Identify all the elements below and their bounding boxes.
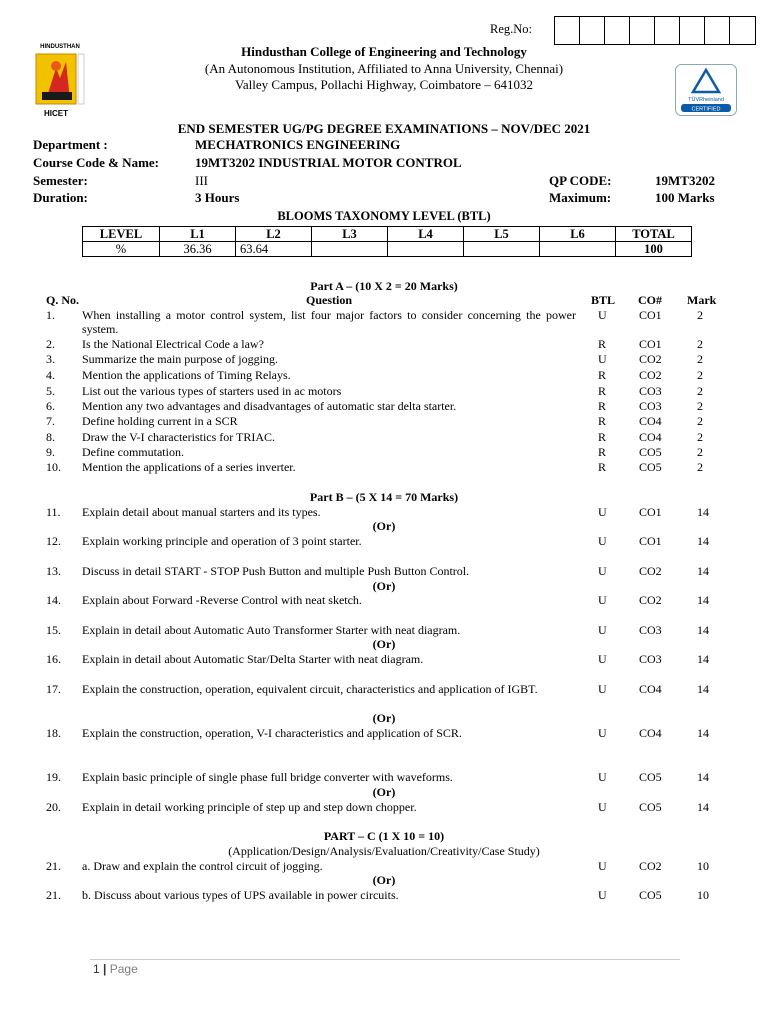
btl-value-cell: 63.64	[236, 242, 312, 257]
qp-code-label: QP CODE:	[549, 173, 612, 188]
btl-value-cell	[540, 242, 616, 257]
question-row: 10. Mention the applications of a series inverter. R CO5 2	[46, 460, 703, 474]
column-header-row	[0, 293, 768, 308]
btl-value-row	[83, 242, 692, 257]
col-mark: Mark	[687, 293, 717, 307]
question-row: 3. Summarize the main purpose of jogging. U CO2 2	[46, 352, 703, 366]
reg-no-box	[555, 17, 580, 44]
semester-value: III	[195, 173, 208, 188]
maximum-label: Maximum:	[549, 190, 612, 205]
btl-header-row	[83, 227, 692, 242]
btl-header-cell: L2	[236, 227, 312, 242]
btl-header-cell: L3	[312, 227, 388, 242]
reg-no-box	[655, 17, 680, 44]
logo-text-top: HINDUSTHAN	[40, 44, 80, 50]
or-label: (Or)	[372, 873, 396, 887]
col-btl: BTL	[591, 293, 616, 307]
col-question: Question	[305, 293, 352, 307]
question-row: 9. Define commutation. R CO5 2	[46, 445, 703, 459]
department-label: Department :	[33, 137, 108, 152]
department-value: MECHATRONICS ENGINEERING	[195, 137, 401, 152]
question-row: 18. Explain the construction, operation, V-I characteristics and application of SCR. U CO4 14	[46, 726, 709, 740]
logo-text-bottom: HICET	[44, 109, 68, 118]
question-row: 6. Mention any two advantages and disadvantages of automatic star delta starter. R CO3 2	[46, 399, 703, 413]
or-label: (Or)	[372, 637, 396, 651]
btl-value-cell: 36.36	[160, 242, 236, 257]
question-row: 4. Mention the applications of Timing Relays. R CO2 2	[46, 368, 703, 382]
or-label: (Or)	[372, 519, 396, 533]
reg-no-box	[605, 17, 630, 44]
btl-header-cell: LEVEL	[83, 227, 160, 242]
btl-title: BLOOMS TAXONOMY LEVEL (BTL)	[277, 209, 491, 223]
question-row: 1. When installing a motor control system, list four major factors to consider concerning the power system. U CO1 2	[46, 308, 703, 336]
footer-divider	[90, 959, 680, 960]
question-row: 19. Explain basic principle of single phase full bridge converter with waveforms. U CO5 14	[46, 770, 709, 784]
semester-label: Semester:	[33, 173, 88, 188]
page-label: Page	[109, 962, 138, 976]
reg-no-box	[680, 17, 705, 44]
btl-header-cell: L1	[160, 227, 236, 242]
tuv-text: TÜVRheinland	[688, 97, 724, 103]
question-row: 5. List out the various types of starters used in ac motors R CO3 2	[46, 384, 703, 398]
btl-value-cell	[388, 242, 464, 257]
question-row: 7. Define holding current in a SCR R CO4 2	[46, 414, 703, 428]
question-row: 15. Explain in detail about Automatic Auto Transformer Starter with neat diagram. U CO3 14	[46, 623, 709, 637]
or-label: (Or)	[372, 579, 396, 593]
duration-value: 3 Hours	[195, 190, 240, 205]
question-row: 21. b. Discuss about various types of UPS available in power circuits. U CO5 10	[46, 888, 709, 902]
question-row: 21. a. Draw and explain the control circuit of jogging. U CO2 10	[46, 859, 709, 873]
page-footer	[93, 962, 138, 976]
question-row: 2. Is the National Electrical Code a law? R CO1 2	[46, 337, 703, 351]
btl-value-cell: %	[83, 242, 160, 257]
btl-value-cell	[312, 242, 388, 257]
question-row: 13. Discuss in detail START - STOP Push Button and multiple Push Button Control. U CO2 14	[46, 564, 709, 578]
exam-title: END SEMESTER UG/PG DEGREE EXAMINATIONS – NOV/DEC 2021	[177, 121, 591, 136]
page-number: 1	[93, 962, 100, 976]
question-row: 14. Explain about Forward -Reverse Control with neat sketch. U CO2 14	[46, 593, 709, 607]
col-qno: Q. No.	[46, 293, 79, 307]
or-label: (Or)	[372, 711, 396, 725]
course-label: Course Code & Name:	[33, 155, 160, 170]
college-affiliation: (An Autonomous Institution, Affiliated to Anna University, Chennai)	[204, 61, 564, 76]
college-name: Hindusthan College of Engineering and Technology	[241, 44, 527, 59]
part-c-title: PART – C (1 X 10 = 10)	[323, 829, 445, 843]
reg-no-label: Reg.No:	[490, 22, 533, 36]
question-row: 8. Draw the V-I characteristics for TRIAC. R CO4 2	[46, 430, 703, 444]
question-row: 20. Explain in detail working principle of step up and step down chopper. U CO5 14	[46, 800, 709, 814]
btl-header-cell: TOTAL	[616, 227, 692, 242]
question-row: 17. Explain the construction, operation, equivalent circuit, characteristics and application of IGBT. U CO4 14	[46, 682, 709, 696]
btl-value-cell: 100	[616, 242, 692, 257]
qp-code-value: 19MT3202	[655, 173, 715, 188]
btl-value-cell	[464, 242, 540, 257]
btl-table	[82, 226, 692, 257]
question-row: 11. Explain detail about manual starters and its types. U CO1 14	[46, 505, 709, 519]
tuv-badge: CERTIFIED	[691, 106, 721, 113]
reg-no-box	[705, 17, 730, 44]
part-b-title: Part B – (5 X 14 = 70 Marks)	[309, 490, 459, 504]
college-address: Valley Campus, Pollachi Highway, Coimbatore – 641032	[234, 77, 534, 92]
btl-header-cell: L6	[540, 227, 616, 242]
part-a-title: Part A – (10 X 2 = 20 Marks)	[310, 279, 458, 293]
course-value: 19MT3202 INDUSTRIAL MOTOR CONTROL	[195, 155, 462, 170]
question-row: 12. Explain working principle and operation of 3 point starter. U CO1 14	[46, 534, 709, 548]
reg-no-boxes	[554, 16, 756, 45]
btl-header-cell: L4	[388, 227, 464, 242]
maximum-value: 100 Marks	[655, 190, 715, 205]
reg-no-box	[580, 17, 605, 44]
or-label: (Or)	[372, 785, 396, 799]
btl-header-cell: L5	[464, 227, 540, 242]
part-c-subtitle: (Application/Design/Analysis/Evaluation/Creativity/Case Study)	[228, 844, 540, 858]
question-row: 16. Explain in detail about Automatic Star/Delta Starter with neat diagram. U CO3 14	[46, 652, 709, 666]
col-co: CO#	[638, 293, 662, 307]
duration-label: Duration:	[33, 190, 88, 205]
page-separator: |	[103, 962, 107, 976]
reg-no-box	[630, 17, 655, 44]
reg-no-box	[730, 17, 755, 44]
